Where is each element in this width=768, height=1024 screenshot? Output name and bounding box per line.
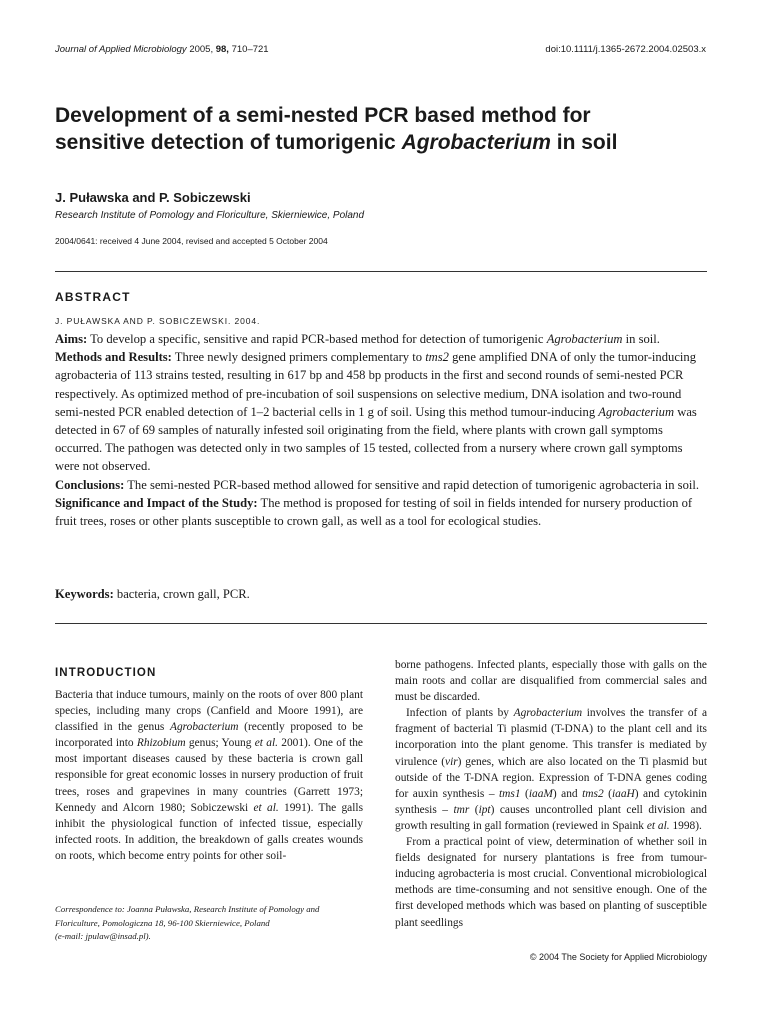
authors: J. Puławska and P. Sobiczewski xyxy=(55,190,251,205)
methods-text-mid: gene amplified DNA of only the tumor-inducing agrobacteria of 113 strains tested, resulting in 617 bp and 458 bp products in the first and second rounds of semi-nested PCR respectively. As optimized method of pre-incubation of soil suspensions on selective medium, DNA isolation and two-round semi-nested PCR enabled detection of 1–2 bacterial cells in 1 g of soil. Using this method tumour-inducing xyxy=(55,350,697,419)
intro-paragraph-3: From a practical point of view, determination of whether soil in fields designated for nursery plantations is free from tumour-inducing agrobacteria is most crucial. Conventional microbiological methods are time-consuming and not sensitive enough. One of the first developed methods which was based on planting of susceptible plant seedlings xyxy=(395,836,707,929)
title-line-2-start: sensitive detection of tumorigenic xyxy=(55,131,402,154)
keywords xyxy=(55,587,250,602)
aims-text-end: in soil. xyxy=(622,332,660,346)
abstract-heading: ABSTRACT xyxy=(55,290,131,304)
italic-run: tms1 xyxy=(499,787,521,800)
italic-run: ipt xyxy=(478,803,491,816)
doi: doi:10.1111/j.1365-2672.2004.02503.x xyxy=(545,44,706,55)
methods-text: Three newly designed primers complementary to xyxy=(171,350,426,365)
journal-pages: 710–721 xyxy=(231,44,269,55)
title-genus: Agrobacterium xyxy=(401,131,551,154)
abstract-body xyxy=(55,330,707,530)
methods-genus: Agrobacterium xyxy=(598,404,675,419)
text-run: ( xyxy=(469,803,479,816)
text-run: ) and cytokinin synthesis – xyxy=(395,787,707,816)
text-run: involves the transfer of a fragment of bacterial Ti plasmid (T-DNA) to the plant cell and its incorporation into the plant genome. This transfer is mediated by virulence ( xyxy=(395,707,707,768)
aims-label: Aims: xyxy=(55,332,88,346)
italic-run: Agrobacterium xyxy=(169,721,239,734)
conclusions-label: Conclusions: xyxy=(55,477,125,492)
left-column xyxy=(55,687,363,864)
text-run: ) genes, which are also located on the Ti plasmid but outside of the T-DNA region. Expression of T-DNA genes coding for auxin synthesis – xyxy=(395,755,707,800)
right-column xyxy=(395,657,707,931)
text-run: Infection of plants by xyxy=(406,707,514,720)
text-run: genus; Young xyxy=(185,737,255,750)
text-run: (recently proposed to be incorporated into xyxy=(55,721,363,750)
correspondence-line-3: (e-mail: jpulaw@insad.pl). xyxy=(55,931,151,941)
title-line-1: Development of a semi-nested PCR based method for xyxy=(55,104,591,127)
italic-run: vir xyxy=(445,755,458,768)
abstract-methods xyxy=(55,348,707,475)
correspondence-line-2: Floriculture, Pomologiczna 18, 96-100 Skierniewice, Poland xyxy=(55,917,270,928)
affiliation: Research Institute of Pomology and Floriculture, Skierniewice, Poland xyxy=(55,210,365,221)
italic-run: tmr xyxy=(453,803,470,816)
significance-label: Significance and Impact of the Study: xyxy=(55,495,258,510)
abstract-conclusions xyxy=(55,476,707,494)
methods-text-end: was detected in 67 of 69 samples of naturally infested soil originating from the field, where plants with crown gall symptoms occurred. The pathogen was detected only in two samples of 15 tested, collected from a nursery where crown gall symptoms were not observed. xyxy=(55,404,697,474)
text-run: ) causes uncontrolled plant cell division and growth resulting in gall formation (reviewed in Spaink xyxy=(395,803,707,832)
abstract-citation: J. PUŁAWSKA AND P. SOBICZEWSKI. 2004. xyxy=(55,316,261,326)
intro-paragraph-1 xyxy=(55,687,363,864)
journal-year: 2005, xyxy=(189,44,214,55)
aims-text: To develop a specific, sensitive and rapid PCR-based method for detection of tumorigenic xyxy=(87,332,547,346)
bottom-divider xyxy=(55,623,707,624)
intro-paragraph-2 xyxy=(395,705,707,834)
keywords-text: bacteria, crown gall, PCR. xyxy=(113,587,250,601)
abstract-significance xyxy=(55,494,707,530)
introduction-heading: INTRODUCTION xyxy=(55,667,157,679)
italic-run: et al. xyxy=(254,737,278,750)
article-title xyxy=(55,102,715,156)
keywords-label: Keywords: xyxy=(55,587,114,601)
conclusions-text: The semi-nested PCR-based method allowed for sensitive and rapid detection of tumorigenic agrobacteria in soil. xyxy=(124,477,700,492)
abstract-aims xyxy=(55,330,707,348)
text-run: 1991). The galls inhibit the physiological function of infected tissue, especially infected roots. In addition, the breakdown of galls creates wounds on roots, which become entry points for other soil- xyxy=(55,801,364,862)
intro-paragraph-1-continued: borne pathogens. Infected plants, especially those with galls on the main roots and collar are disqualified from commercial sales and must be discarded. xyxy=(395,659,707,704)
text-run: 2001). One of the most important diseases caused by these bacteria is crown gall responsible for great economic losses in nursery production of fruit trees, roses and grapevines in many countries (Garrett 1973; Kennedy and Alcorn 1980; Sobiczewski xyxy=(55,737,363,814)
italic-run: Agrobacterium xyxy=(513,707,583,720)
methods-label: Methods and Results: xyxy=(55,350,172,365)
journal-name: Journal of Applied Microbiology xyxy=(55,44,187,55)
text-run: ) and xyxy=(552,787,583,800)
top-divider xyxy=(55,271,707,272)
aims-genus: Agrobacterium xyxy=(546,332,623,346)
text-run: ( xyxy=(603,787,612,800)
copyright-notice: © 2004 The Society for Applied Microbiology xyxy=(529,952,707,962)
text-run: Bacteria that induce tumours, mainly on the roots of over 800 plant species, including many crops (Canfield and Moore 1991), are classified in the genus xyxy=(55,689,363,734)
correspondence-line-1: Correspondence to: Joanna Puławska, Research Institute of Pomology and xyxy=(55,904,320,914)
text-run: 1998). xyxy=(669,819,702,832)
italic-run: et al. xyxy=(646,819,670,832)
italic-run: Rhizobium xyxy=(136,737,186,750)
journal-citation xyxy=(55,44,269,55)
methods-gene: tms2 xyxy=(425,350,449,365)
italic-run: iaaH xyxy=(611,787,635,800)
italic-run: iaaM xyxy=(528,787,553,800)
received-dates: 2004/0641: received 4 June 2004, revised and accepted 5 October 2004 xyxy=(55,236,328,246)
italic-run: tms2 xyxy=(582,787,604,800)
text-run: ( xyxy=(520,787,529,800)
correspondence-note xyxy=(55,903,365,944)
journal-volume: 98, xyxy=(215,44,229,55)
title-line-2-end: in soil xyxy=(550,131,618,154)
italic-run: et al. xyxy=(253,801,279,814)
significance-text: The method is proposed for testing of soil in fields intended for nursery production of fruit trees, roses or other plants susceptible to crown gall, as well as a tool for ecological studies. xyxy=(55,495,693,529)
